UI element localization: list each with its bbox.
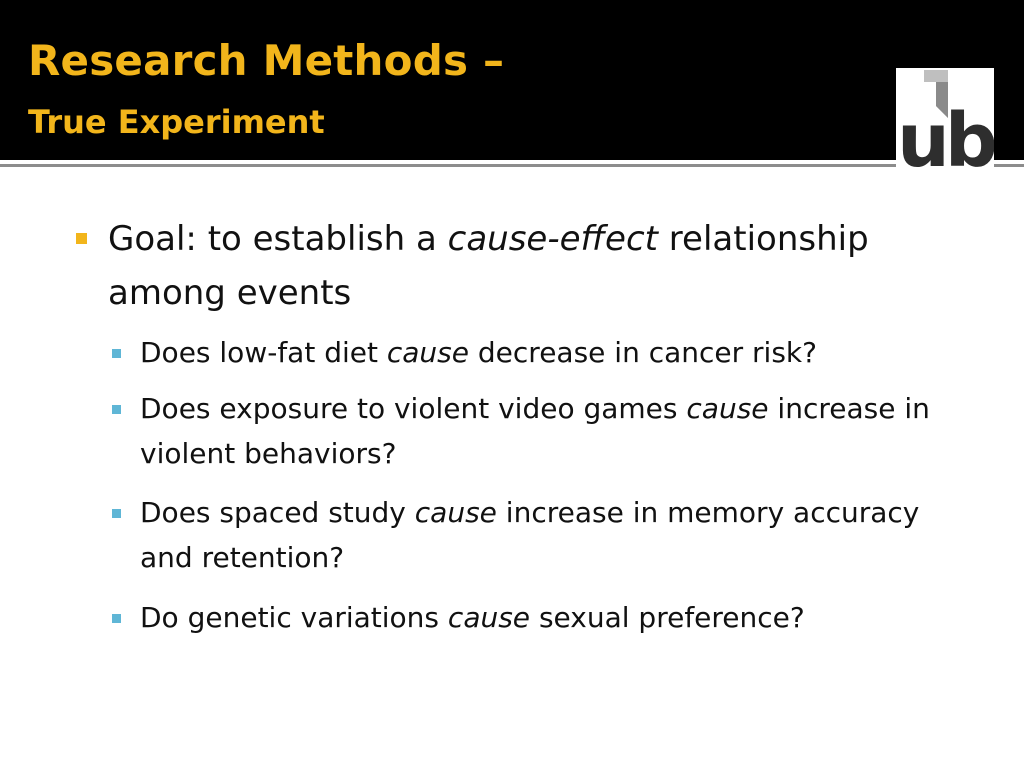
sub-bullet-text: increase in violent behaviors? [140,392,930,470]
ub-logo [896,68,994,168]
header-divider-shadow [0,164,1024,167]
secondary-bullet-icon [112,509,121,518]
logo-text: ub [897,98,993,168]
slide-title: Research Methods – [28,36,505,85]
sub-bullet-text: Does exposure to violent video games [140,392,687,425]
primary-bullet-icon [76,233,87,244]
sub-bullet [140,490,940,580]
goal-bullet [108,212,968,320]
sub-bullet [140,330,940,375]
slide-subtitle: True Experiment [28,103,325,141]
secondary-bullet-icon [112,349,121,358]
secondary-bullet-icon [112,614,121,623]
sub-bullet-emphasis: cause [686,392,769,425]
secondary-bullet-icon [112,405,121,414]
goal-text-before: Goal: to establish a [108,219,448,259]
sub-bullet-emphasis: cause [414,496,497,529]
sub-bullet-text: Do genetic variations [140,601,448,634]
goal-text-emphasis: cause-effect [447,219,658,259]
sub-bullet-emphasis: cause [447,601,531,634]
sub-bullet [140,595,940,640]
sub-bullet-text: Does spaced study [140,496,415,529]
sub-bullet-text: Does low-fat diet [140,336,387,369]
goal-text-after: relationship among events [108,219,869,313]
sub-bullet-text: increase in memory accuracy and retention? [140,496,920,574]
sub-bullet-text: sexual preference? [530,601,805,634]
sub-bullet [140,386,940,476]
sub-bullet-emphasis: cause [386,336,469,369]
sub-bullet-text: decrease in cancer risk? [469,336,818,369]
